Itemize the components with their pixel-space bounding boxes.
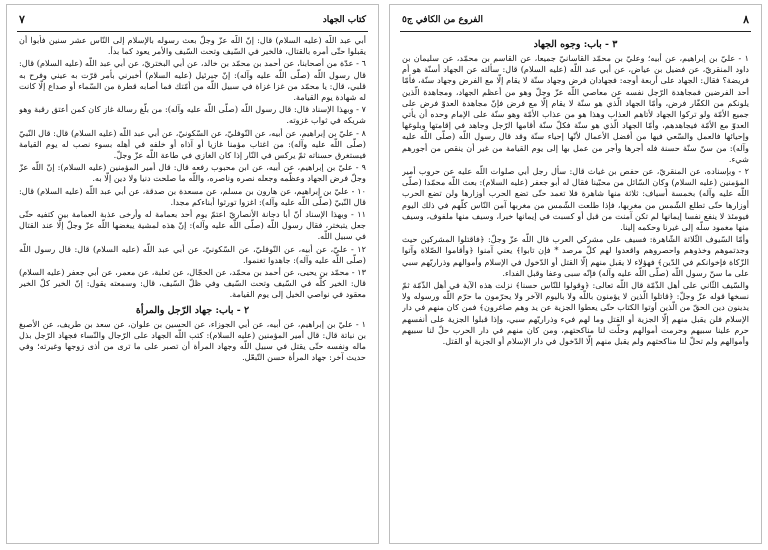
hadith-paragraph: وأمّا السّيوف الثّلاثة الشّاهرة: فسيف على مشركي العرب قال اللّه عزّ وجلّ: ﴿فاقتلوا المشركين حيث وجدتموهم وخذوهم واحصروهم واقعدوا لهم كلّ مرصد * فإن تابوا﴾ يعني آمنوا ﴿وأقاموا الصّلاة وآتوا الزّكاة فإخوانكم في الدّين﴾ فهؤلاء لا يقبل منهم إلّا القتل أو الدّخول في الإسلام وأموالهم وذراريّهم سبي على ما سنّ رسول اللّه (صلّى اللّه عليه وآله) فإنّه سبى وعفا وقبل الفداء. [402, 234, 749, 278]
right-running-head [400, 11, 751, 32]
hadith-paragraph: ١ - عليّ بن إبراهيم، عن أبيه؛ وعليّ بن محمّد القاسانيّ جميعا، عن القاسم بن محمّد، عن سليمان بن داود المنقريّ، عن فضيل بن عياض، عن أبي عبد اللّه (عليه السلام) قال: سألته عن الجهاد أسنّة هو أم فريضة؟ فقال: الجهاد على أربعة أوجه: فجهادان فرض وجهاد سنّة لا يقام إلّا مع الفرض وجهاد سنّة، فأمّا أحد الفرضين فمجاهدة الرّجل نفسه عن معاصي اللّه عزّ وجلّ وهو من أعظم الجهاد، ومجاهدة الّذين يلونكم من الكفّار فرض، وأمّا الجهاد الّذي هو سنّة لا يقام إلّا مع فرض فإنّ مجاهدة العدوّ فرض على جميع الأمّة ولو تركوا الجهاد لأتاهم العذاب وهذا هو من عذاب الأمّة وهو سنّة على الإمام وحده أن يأتي العدوّ مع الأمّة فيجاهدهم، وأمّا الجهاد الّذي هو سنّة فكلّ سنّة أقامها الرّجل وجاهد في إقامتها وبلوغها وإحيائها فالعمل والسّعي فيها من أفضل الأعمال لأنّها إحياء سنّة وقد قال رسول اللّه (صلّى اللّه عليه وآله): من سنّ سنّة حسنة فله أجرها وأجر من عمل بها إلى يوم القيامة من غير أن ينقص من أجورهم شيء. [402, 53, 749, 164]
hadith-paragraph: ٨ - عليّ بن إبراهيم، عن أبيه، عن النّوفليّ، عن السّكونيّ، عن أبي عبد اللّه (عليه السلام) قال: قال النّبيّ (صلّى اللّه عليه وآله): من اغتاب مؤمنا غازيا أو آذاه أو خلفه في أهله بسوء نصب له يوم القيامة فيستغرق حسناته ثمّ يركس في النّار إذا كان الغازي في طاعة اللّه عزّ وجلّ. [19, 127, 366, 161]
hadith-paragraph: والسّيف الثّاني على أهل الذّمّة قال اللّه تعالى: ﴿وقولوا للنّاس حسنا﴾ نزلت هذه الآية في أهل الذّمّة ثمّ نسخها قوله عزّ وجلّ: ﴿قاتلوا الّذين لا يؤمنون باللّه ولا باليوم الآخر ولا يحرّمون ما حرّم اللّه ورسوله ولا يدينون دين الحقّ من الّذين أوتوا الكتاب حتّى يعطوا الجزية عن يد وهم صاغرون﴾ فمن كان منهم في دار الإسلام فلن يقبل منهم إلّا الجزية أو القتل وما لهم فيء وذراريّهم سبي، وإذا قبلوا الجزية على أنفسهم حرم علينا سبيهم وحرمت أموالهم وحلّت لنا مناكحتهم، ومن كان منهم في دار الحرب حلّ لنا سبيهم وأموالهم ولم تحلّ لنا مناكحتهم ولم يقبل منهم إلّا الدّخول في دار الإسلام أو الجزية أو القتل. [402, 280, 749, 347]
left-page [6, 4, 379, 544]
right-page [389, 4, 762, 544]
left-page-body [19, 35, 366, 537]
right-running-title: الفروع من الكافي ج٥ [402, 15, 483, 25]
right-page-body [402, 35, 749, 537]
section-heading: ٣ - باب: وجوه الجهاد [533, 39, 618, 50]
hadith-paragraph: أبي عبد اللّه (عليه السلام) قال: إنّ اللّه عزّ وجلّ بعث رسوله بالإسلام إلى النّاس عشر سنين فأبوا أن يقبلوا حتّى أمره بالقتال، فالخير في السّيف وتحت السّيف والأمر يعود كما بدأ. [19, 35, 366, 57]
hadith-paragraph: ١٢ - عليّ، عن أبيه، عن النّوفليّ، عن السّكونيّ، عن أبي عبد اللّه (عليه السلام) قال: قال رسول اللّه (صلّى اللّه عليه وآله): جاهدوا تغنموا. [19, 243, 366, 265]
hadith-paragraph: ٢ - وبإسناده، عن المنقريّ، عن حفص بن غياث قال: سأل رجل أبي صلوات اللّه عليه عن حروب أمير المؤمنين (عليه السلام) وكان السّائل من محبّينا فقال له أبو جعفر (عليه السلام): بعث اللّه محمّدا (صلّى اللّه عليه وآله) بخمسة أسياف: ثلاثة منها شاهرة فلا تغمد حتّى تضع الحرب أوزارها ولن تضع الحرب أوزارها حتّى تطلع الشّمس من مغربها، فإذا طلعت الشّمس من مغربها آمن النّاس كلّهم في ذلك اليوم فيومئذ لا ينفع نفسا إيمانها لم تكن آمنت من قبل أو كسبت في إيمانها خيرا، وسيف منها ملفوف، وسيف منها مغمود سلّه إلى غيرنا وحكمه إلينا. [402, 166, 749, 233]
left-running-head [17, 11, 368, 32]
right-page-number: ٨ [743, 13, 749, 26]
hadith-paragraph: ١٠ - عليّ بن إبراهيم، عن هارون بن مسلم، عن مسعدة بن صدقة، عن أبي عبد اللّه (عليه السلام) قال: قال النّبيّ (صلّى اللّه عليه وآله): اغزوا تورثوا أبناءكم مجدا. [19, 185, 366, 207]
hadith-paragraph: ٦ - عدّة من أصحابنا، عن أحمد بن محمّد بن خالد، عن أبي البختريّ، عن أبي عبد اللّه (عليه السلام) قال: قال رسول اللّه (صلّى اللّه عليه وآله): إنّ جبرئيل (عليه السلام) أخبرني بأمر قرّت به عيني وفرح به قلبي، قال: يا محمّد من غزا غزاة في سبيل اللّه من أمّتك فما أصابه قطرة من السّماء أو صداع إلّا كانت له شهادة يوم القيامة. [19, 58, 366, 103]
left-running-title: كتاب الجهاد [322, 15, 366, 25]
hadith-paragraph: ٩ - عليّ بن إبراهيم، عن أبيه، عن ابن محبوب رفعه قال: قال أمير المؤمنين (عليه السلام): إنّ اللّه عزّ وجلّ فرض الجهاد وعظّمه وجعله نصره وناصره، واللّه ما صلحت دنيا ولا دين إلّا به. [19, 162, 366, 184]
hadith-paragraph: ١١ - وبهذا الإسناد أنّ أبا دجانة الأنصاريّ اعتمّ يوم أحد بعمامة له وأرخى عذبة العمامة بين كتفيه حتّى جعل يتبختر، فقال رسول اللّه (صلّى اللّه عليه وآله): إنّ هذه لمشية يبغضها اللّه عزّ وجلّ إلّا عند القتال في سبيل اللّه. [19, 209, 366, 242]
hadith-paragraph: ١٣ - محمّد بن يحيى، عن أحمد بن محمّد، عن الحجّال، عن ثعلبة، عن معمر، عن أبي جعفر (عليه السلام) قال: الخير كلّه في السّيف وتحت السّيف وفي ظلّ السّيف، قال: وسمعته يقول: إنّ الخير كلّ الخير معقود في نواصي الخيل إلى يوم القيامة. [19, 267, 366, 300]
hadith-paragraph: ٧ - وبهذا الإسناد قال: قال رسول اللّه (صلّى اللّه عليه وآله): من بلّغ رسالة غاز كان كمن أعتق رقبة وهو شريكه في ثواب غزوته. [19, 104, 366, 126]
left-page-number: ٧ [19, 13, 25, 26]
section-heading: ٢ - باب: جهاد الرّجل والمرأة [135, 304, 250, 316]
hadith-paragraph: ١ - عليّ بن إبراهيم، عن أبيه، عن أبي الجوزاء، عن الحسين بن علوان، عن سعد بن طريف، عن الأصبغ بن نباتة قال: قال أمير المؤمنين (عليه السلام): كتب اللّه الجهاد على الرّجال والنّساء فجهاد الرّجل بذل ماله ونفسه حتّى يقتل في سبيل اللّه وجهاد المرأة أن تصبر على ما ترى من أذى زوجها وغيرته؛ وفي حديث آخر: جهاد المرأة حسن التّبعّل. [19, 318, 366, 363]
